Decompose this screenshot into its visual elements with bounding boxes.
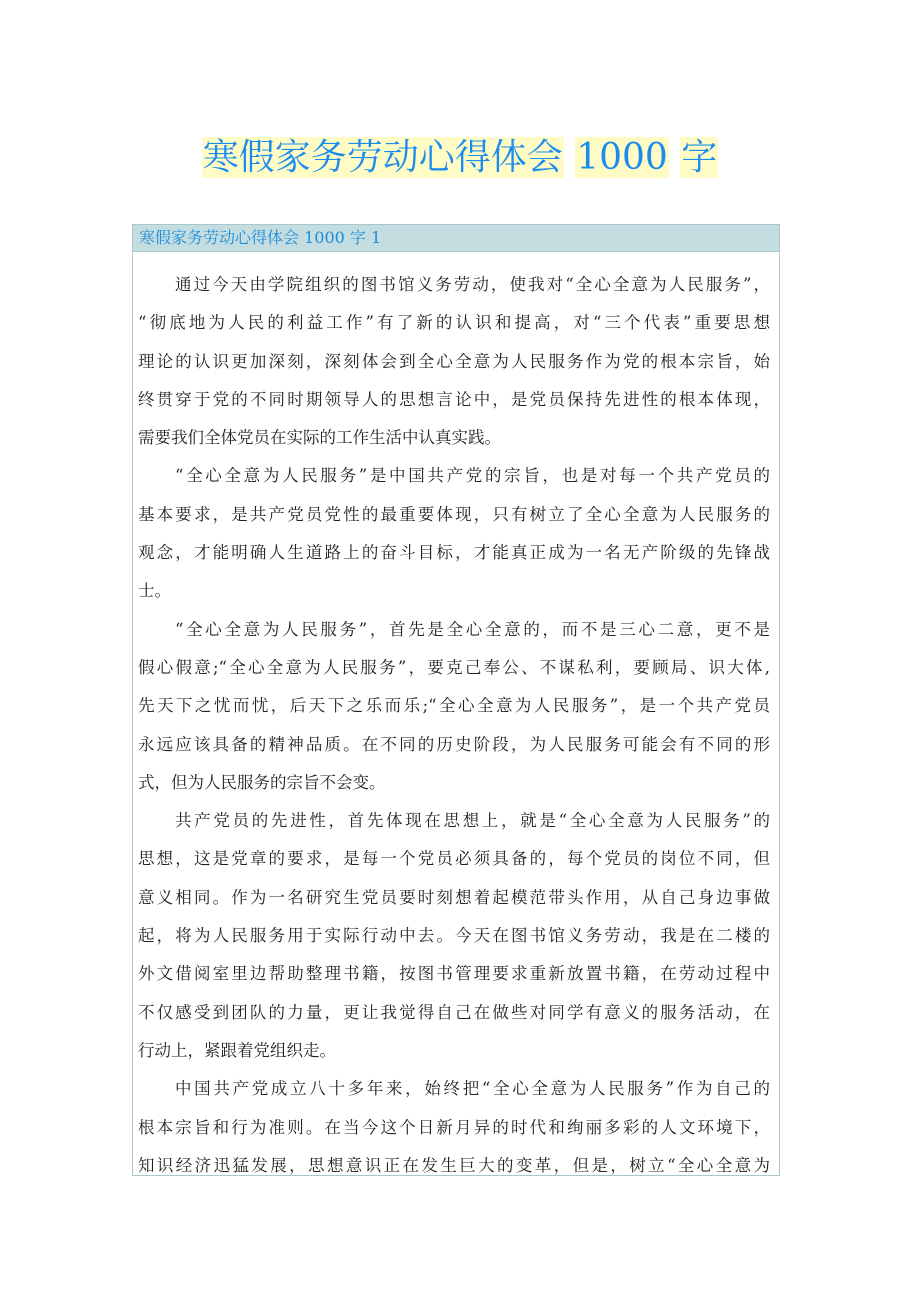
text-line: 起，将为人民服务用于实际行动中去。今天在图书馆义务劳动，我是在二楼的 xyxy=(138,926,770,946)
title-part: 字 xyxy=(681,137,718,178)
text-line: 基本要求，是共产党员党性的最重要体现，只有树立了全心全意为人民服务的 xyxy=(138,504,770,524)
text-line: 通过今天由学院组织的图书馆义务劳动，使我对“全心全意为人民服务”， xyxy=(175,275,770,294)
paragraph xyxy=(138,266,770,457)
text-line: 思想，这是党章的要求，是每一个党员必须具备的，每个党员的岗位不同，但 xyxy=(138,849,770,869)
paragraph xyxy=(138,611,770,802)
paragraph xyxy=(138,1070,770,1185)
text-line: 意义相同。作为一名研究生党员要时刻想着起模范带头作用，从自己身边事做 xyxy=(138,887,770,907)
section-box xyxy=(132,224,780,1176)
section-header: 寒假家务劳动心得体会 1000 字 1 xyxy=(133,225,779,252)
section-content xyxy=(138,266,770,1185)
paragraph xyxy=(138,802,770,1070)
text-line: 观念，才能明确人生道路上的奋斗目标，才能真正成为一名无产阶级的先锋战 xyxy=(138,543,770,563)
text-line: 需要我们全体党员在实际的工作生活中认真实践。 xyxy=(138,428,501,448)
text-line: 根本宗旨和行为准则。在当今这个日新月异的时代和绚丽多彩的人文环境下， xyxy=(138,1117,770,1137)
text-line: 行动上，紧跟着党组织走。 xyxy=(138,1040,336,1060)
text-line: 知识经济迅猛发展，思想意识正在发生巨大的变革，但是，树立“全心全意为 xyxy=(138,1155,770,1175)
text-line: “全心全意为人民服务”，首先是全心全意的，而不是三心二意，更不是 xyxy=(175,619,770,639)
paragraph xyxy=(138,457,770,610)
text-line: 士。 xyxy=(138,581,171,601)
title-part: 寒假家务劳动心得体会 xyxy=(202,137,563,178)
text-line: 理论的认识更加深刻，深刻体会到全心全意为人民服务作为党的根本宗旨，始 xyxy=(138,351,770,371)
text-line: 终贯穿于党的不同时期领导人的思想言论中，是党员保持先进性的根本体现， xyxy=(138,389,770,409)
document-title xyxy=(0,135,920,181)
text-line: 式，但为人民服务的宗旨不会变。 xyxy=(138,772,386,792)
text-line: “全心全意为人民服务”是中国共产党的宗旨，也是对每一个共产党员的 xyxy=(175,466,770,486)
text-line: 先天下之忧而忧，后天下之乐而乐;“全心全意为人民服务”，是一个共产党员 xyxy=(138,696,770,716)
text-line: 中国共产党成立八十多年来，始终把“全心全意为人民服务”作为自己的 xyxy=(175,1079,770,1099)
text-line: 不仅感受到团队的力量，更让我觉得自己在做些对同学有意义的服务活动，在 xyxy=(138,1002,770,1022)
text-line: 共产党员的先进性，首先体现在思想上，就是“全心全意为人民服务”的 xyxy=(175,811,770,831)
text-line: “彻底地为人民的利益工作”有了新的认识和提高，对“三个代表”重要思想 xyxy=(138,313,770,333)
title-part: 1000 xyxy=(576,137,668,178)
text-line: 假心假意;“全心全意为人民服务”，要克己奉公、不谋私利，要顾局、识大体, xyxy=(138,657,770,677)
text-line: 永远应该具备的精神品质。在不同的历史阶段，为人民服务可能会有不同的形 xyxy=(138,734,770,754)
text-line: 外文借阅室里边帮助整理书籍，按图书管理要求重新放置书籍，在劳动过程中 xyxy=(138,964,770,984)
